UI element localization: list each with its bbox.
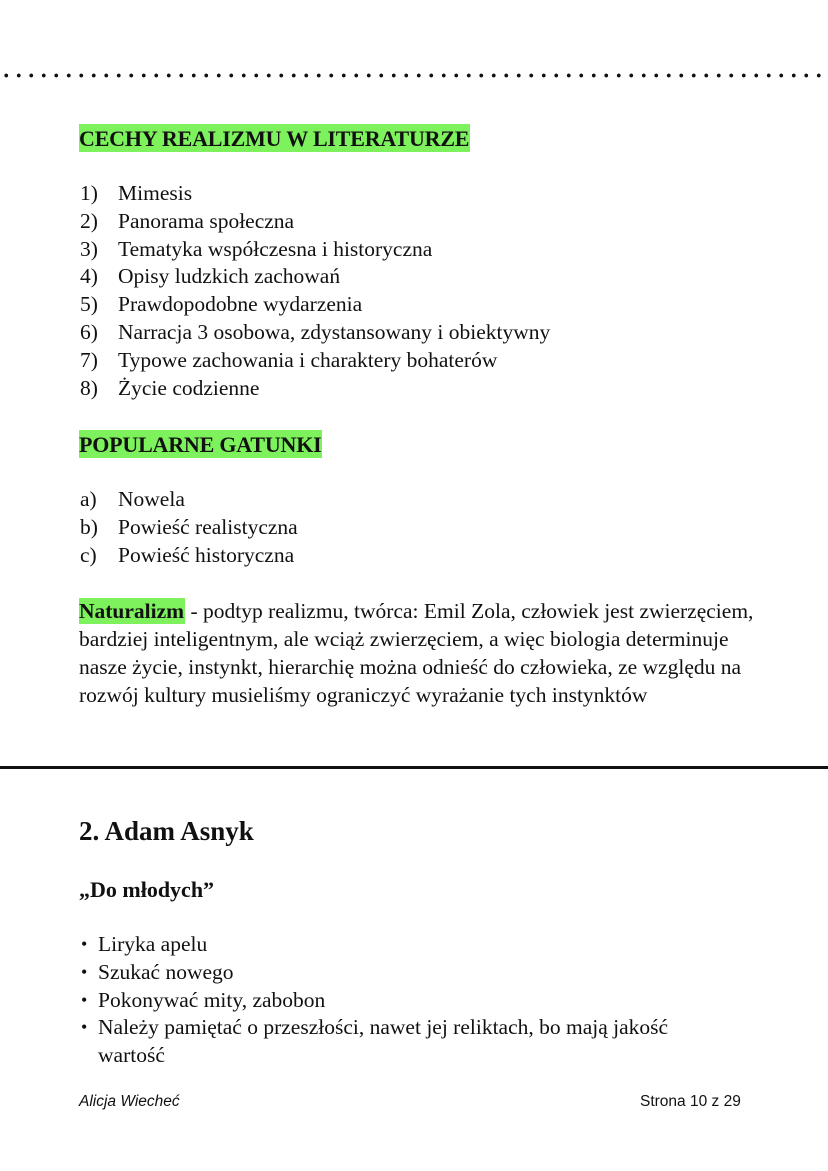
bullet-icon: •	[81, 934, 88, 954]
realism-features-list	[79, 180, 779, 402]
poem-notes-list	[79, 931, 779, 1070]
poem-section	[79, 876, 779, 904]
list-item	[79, 514, 779, 542]
genres-list	[79, 486, 779, 569]
bullet-icon: •	[81, 961, 88, 982]
list-item	[79, 180, 779, 208]
naturalism-paragraph	[79, 597, 769, 709]
footer-page-number: Strona 10 z 29	[640, 1093, 741, 1110]
genres-section	[79, 431, 779, 459]
chapter-asnyk	[79, 815, 779, 847]
list-item-text: Powieść historyczna	[118, 542, 295, 567]
naturalism-definition: - podtyp realizmu, twórca: Emil Zola, człowiek jest zwierzęciem, bardziej inteligentnym, ale wciąż zwierzęciem, a więc biologia determinuje nasze życie, instynkt, hierarchię można odnieść do człowieka, ze względu na rozwój kultury musieliśmy ograniczyć wyrażanie tych instynktów	[79, 599, 754, 707]
highlighted-heading-text: POPULARNE GATUNKI	[79, 432, 322, 457]
list-item-text: Liryka apelu	[98, 932, 208, 956]
list-marker: a)	[80, 487, 97, 511]
list-marker: 1)	[80, 181, 98, 205]
naturalism-section	[79, 597, 779, 709]
list-item	[79, 236, 779, 264]
list-item	[79, 987, 779, 1015]
list-marker: 4)	[80, 264, 98, 289]
list-item	[79, 1014, 738, 1070]
list-item-text: Nowela	[118, 487, 185, 511]
list-item-text: Narracja 3 osobowa, zdystansowany i obiektywny	[118, 319, 551, 344]
list-item-text: Mimesis	[118, 181, 193, 205]
list-item	[79, 291, 779, 319]
list-item-text: Tematyka współczesna i historyczna	[118, 236, 433, 261]
highlighted-heading-text: CECHY REALIZMU W LITERATURZE	[79, 126, 470, 151]
bullet-icon: •	[81, 1017, 88, 1038]
list-item	[79, 263, 779, 291]
chapter-title: 2. Adam Asnyk	[79, 816, 254, 846]
list-item-text: Pokonywać mity, zabobon	[98, 987, 326, 1012]
dotted-separator	[0, 73, 828, 78]
genres-list-container	[79, 486, 779, 569]
section-heading-realism-features	[79, 125, 470, 153]
poem-notes-container	[79, 931, 779, 1070]
list-marker: 3)	[80, 236, 98, 261]
realism-features-section	[79, 125, 779, 153]
list-item	[79, 931, 779, 959]
list-marker: 8)	[80, 375, 98, 400]
realism-features-list-container	[79, 180, 779, 402]
list-marker: c)	[80, 542, 97, 567]
list-item	[79, 319, 779, 347]
list-item-text: Powieść realistyczna	[118, 514, 298, 539]
list-item	[79, 486, 779, 514]
list-item-text: Szukać nowego	[98, 959, 234, 984]
highlighted-term: Naturalizm	[79, 599, 185, 623]
list-marker: 7)	[80, 347, 98, 372]
bullet-icon: •	[81, 989, 88, 1010]
list-item-text: Należy pamiętać o przeszłości, nawet jej reliktach, bo mają jakość wartość	[98, 1015, 669, 1068]
page-break-line	[0, 766, 828, 769]
list-item-text: Typowe zachowania i charaktery bohaterów	[118, 347, 498, 372]
list-item	[79, 542, 779, 570]
section-heading-genres	[79, 431, 322, 459]
footer-author: Alicja Wiecheć	[79, 1093, 180, 1110]
list-item	[79, 347, 779, 375]
list-item	[79, 959, 779, 987]
poem-title: „Do młodych”	[79, 877, 215, 902]
list-item-text: Prawdopodobne wydarzenia	[118, 292, 363, 317]
list-marker: 6)	[80, 319, 98, 344]
list-item	[79, 208, 779, 236]
list-item-text: Opisy ludzkich zachowań	[118, 264, 341, 289]
list-item	[79, 375, 779, 403]
list-marker: 5)	[80, 292, 98, 317]
list-marker: 2)	[80, 208, 98, 233]
list-item-text: Panorama społeczna	[118, 208, 295, 233]
list-item-text: Życie codzienne	[118, 375, 260, 400]
list-marker: b)	[80, 514, 98, 539]
